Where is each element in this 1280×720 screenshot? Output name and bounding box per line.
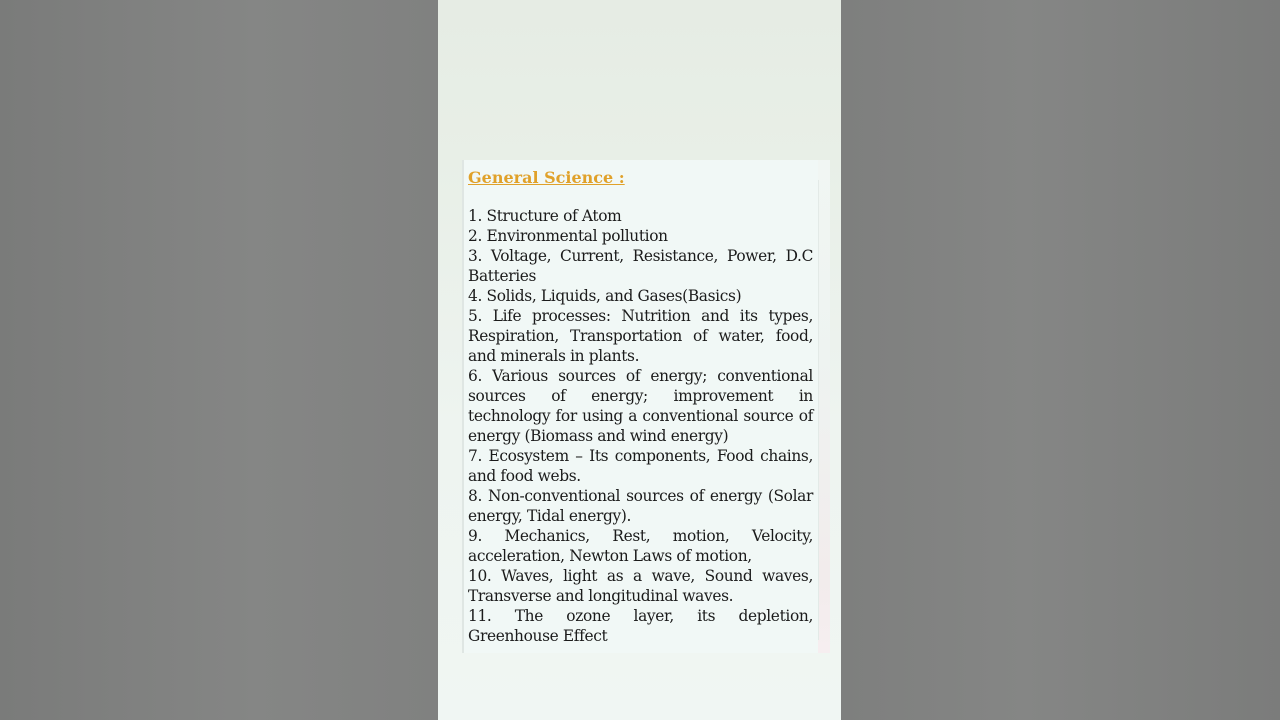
card-side-edge [818, 160, 830, 653]
topic-item: 11. The ozone layer, its depletion, Greenhouse Effect [468, 607, 813, 645]
topic-item: 10. Waves, light as a wave, Sound waves, Transverse and longitudinal waves. [468, 567, 813, 605]
topic-item: 8. Non-conventional sources of energy (Solar energy, Tidal energy). [468, 487, 813, 525]
topic-item: 9. Mechanics, Rest, motion, Velocity, acceleration, Newton Laws of motion, [468, 527, 813, 565]
topic-item: 3. Voltage, Current, Resistance, Power, D.C Batteries [468, 247, 813, 285]
section-heading: General Science : [468, 168, 625, 187]
topic-item: 5. Life processes: Nutrition and its types, Respiration, Transportation of water, food, and minerals in plants. [468, 307, 813, 365]
topic-list [468, 206, 813, 646]
topic-item: 1. Structure of Atom [468, 207, 622, 225]
topic-item: 4. Solids, Liquids, and Gases(Basics) [468, 287, 742, 305]
syllabus-content [468, 166, 813, 646]
topic-item: 2. Environmental pollution [468, 227, 668, 245]
topic-item: 7. Ecosystem – Its components, Food chains, and food webs. [468, 447, 813, 485]
topic-item: 6. Various sources of energy; conventional sources of energy; improvement in technology for using a conventional source of energy (Biomass and wind energy) [468, 367, 813, 445]
